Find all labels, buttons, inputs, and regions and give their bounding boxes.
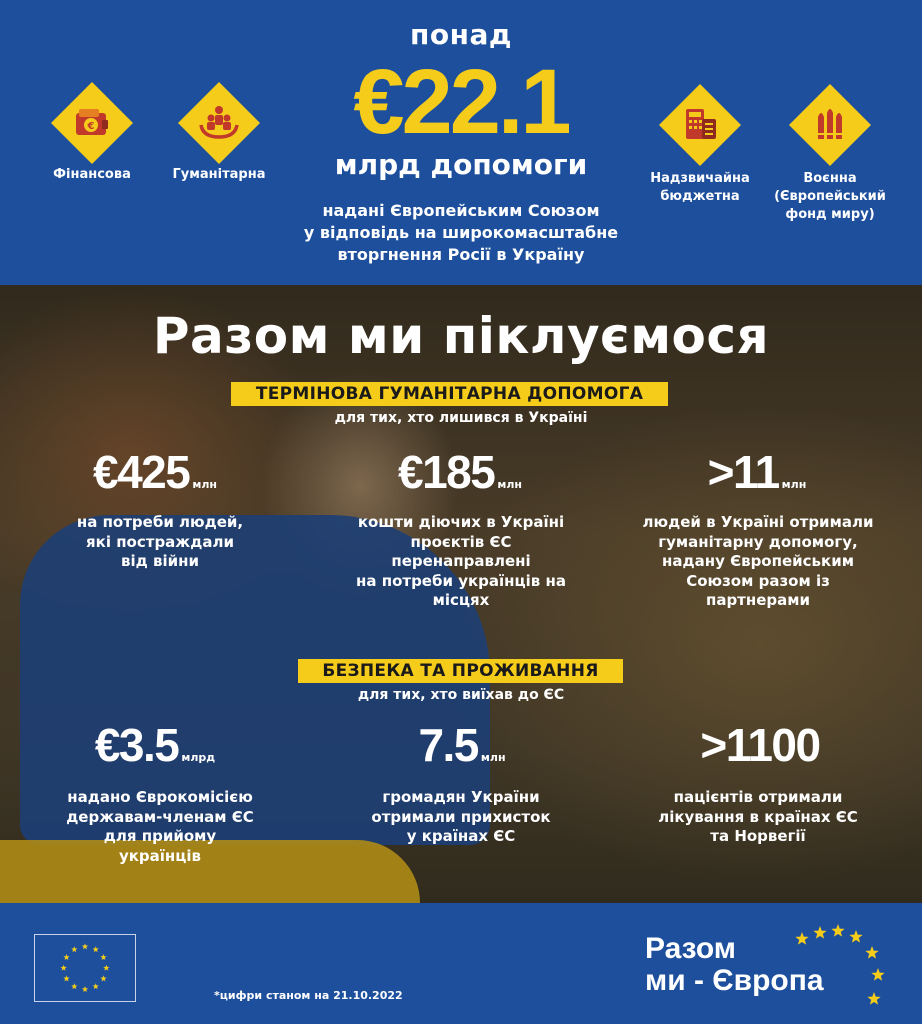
eu-star	[71, 946, 77, 952]
desc-line: українців	[118, 846, 202, 865]
slogan-star	[795, 932, 808, 945]
stat-425m	[60, 445, 250, 499]
eu-star	[63, 954, 69, 960]
desc-line: кошти діючих в Україні	[357, 513, 565, 531]
eu-star	[93, 983, 99, 989]
desc-line: отримали прихисток	[371, 807, 551, 826]
slogan-line-1: Разом	[645, 932, 736, 965]
desc-line: Союзом разом із	[686, 571, 830, 590]
stat-3-5b-desc	[40, 788, 280, 866]
desc-line: проєктів ЄС	[410, 532, 512, 551]
slogan-star	[865, 946, 878, 959]
desc-line: від війни	[121, 552, 199, 570]
eu-star	[93, 946, 99, 952]
date-note: *цифри станом на 21.10.2022	[214, 989, 403, 1002]
stat-value: 7.5	[418, 719, 478, 771]
stat-value: €3.5	[94, 719, 179, 771]
category-emergency-budget	[660, 85, 740, 165]
total-amount: €22.1	[353, 51, 569, 153]
stat-185m-desc	[335, 513, 587, 611]
slogan-star	[831, 924, 844, 937]
stat-425m-desc	[40, 513, 280, 572]
desc-line: які постраждали	[86, 532, 234, 551]
stat-value: €185	[398, 446, 495, 498]
eu-star	[82, 943, 88, 949]
stat-unit: млн	[781, 478, 807, 491]
stat-3-5b	[60, 718, 250, 772]
eu-star	[63, 975, 69, 981]
eu-star	[103, 965, 109, 971]
stat-11m	[662, 445, 852, 499]
footer	[0, 903, 922, 1024]
eu-flag-icon	[34, 934, 136, 1002]
stat-11m-desc	[627, 513, 889, 611]
stat-unit: млн	[480, 751, 506, 764]
desc-line: надано Єврокомісією	[67, 788, 253, 806]
stat-unit: млн	[497, 478, 522, 491]
eu-star	[61, 965, 67, 971]
desc-line: громадян України	[382, 788, 540, 806]
provided-line: вторгнення Росії в Україну	[337, 245, 585, 264]
desc-line: партнерами	[705, 591, 811, 609]
budget-calculator-icon	[678, 103, 722, 147]
desc-line: на потреби українців на	[356, 571, 566, 590]
provided-by-text	[280, 200, 642, 266]
section2-heading: БЕЗПЕКА ТА ПРОЖИВАННЯ	[298, 659, 623, 683]
provided-line: надані Європейським Союзом	[322, 201, 600, 220]
stat-value: €425	[93, 446, 190, 498]
top-label: понад	[410, 18, 512, 51]
stat-value: >11	[707, 446, 779, 498]
stat-7-5m	[372, 718, 552, 772]
section1-subheading: для тих, хто лишився в Україні	[334, 410, 588, 426]
wallet-euro-icon	[70, 101, 114, 145]
eu-stars-circle	[35, 935, 135, 1001]
eu-star	[100, 954, 106, 960]
desc-line: на потреби людей,	[76, 513, 244, 531]
slogan-line-2: ми - Європа	[645, 964, 824, 997]
slogan-star	[867, 992, 880, 1005]
desc-line: гуманітарну допомогу,	[658, 532, 858, 551]
desc-line: лікування в країнах ЄС	[658, 807, 858, 826]
stat-unit: млрд	[181, 751, 216, 764]
main-title: Разом ми піклуємося	[152, 307, 770, 365]
slogan-star	[813, 926, 826, 939]
stat-1100-desc	[627, 788, 889, 847]
stat-185m	[365, 445, 555, 499]
category-military	[790, 85, 870, 165]
slogan-star	[871, 968, 884, 981]
category-military-label: Воєнна (Європейський фонд миру)	[774, 171, 886, 222]
provided-line: у відповідь на широкомасштабне	[303, 223, 619, 242]
desc-line: перенаправлені	[391, 552, 531, 570]
desc-line: та Норвегії	[710, 827, 806, 845]
desc-line: місцях	[432, 591, 490, 609]
ammunition-icon	[808, 103, 852, 147]
category-emergency-budget-label: Надзвичайна бюджетна	[650, 171, 750, 204]
stars-arc-icon	[780, 923, 890, 1018]
desc-line: державам-членам ЄС	[66, 807, 254, 826]
eu-star	[100, 975, 106, 981]
category-humanitarian-label: Гуманітарна	[172, 167, 266, 182]
eu-star	[71, 983, 77, 989]
desc-line: надану Європейським	[661, 552, 854, 570]
hands-people-icon	[197, 101, 241, 145]
amount-caption: млрд допомоги	[334, 148, 588, 181]
slogan-star	[849, 930, 862, 943]
photo-section	[0, 285, 922, 903]
desc-line: людей в Україні отримали	[642, 513, 874, 531]
section2-subheading: для тих, хто виїхав до ЄС	[357, 687, 565, 703]
category-financial-label: Фінансова	[53, 167, 131, 182]
stat-1100	[660, 718, 860, 772]
desc-line: пацієнтів отримали	[673, 788, 843, 806]
svg-text:€: €	[87, 121, 95, 132]
section1-heading: ТЕРМІНОВА ГУМАНІТАРНА ДОПОМОГА	[231, 382, 668, 406]
stat-7-5m-desc	[340, 788, 582, 847]
eu-star	[82, 986, 88, 992]
header-banner	[0, 0, 922, 285]
desc-line: у країнах ЄС	[406, 827, 516, 845]
stat-value: >1100	[700, 719, 820, 771]
desc-line: для прийому	[103, 827, 217, 845]
stat-unit: млн	[192, 478, 217, 491]
